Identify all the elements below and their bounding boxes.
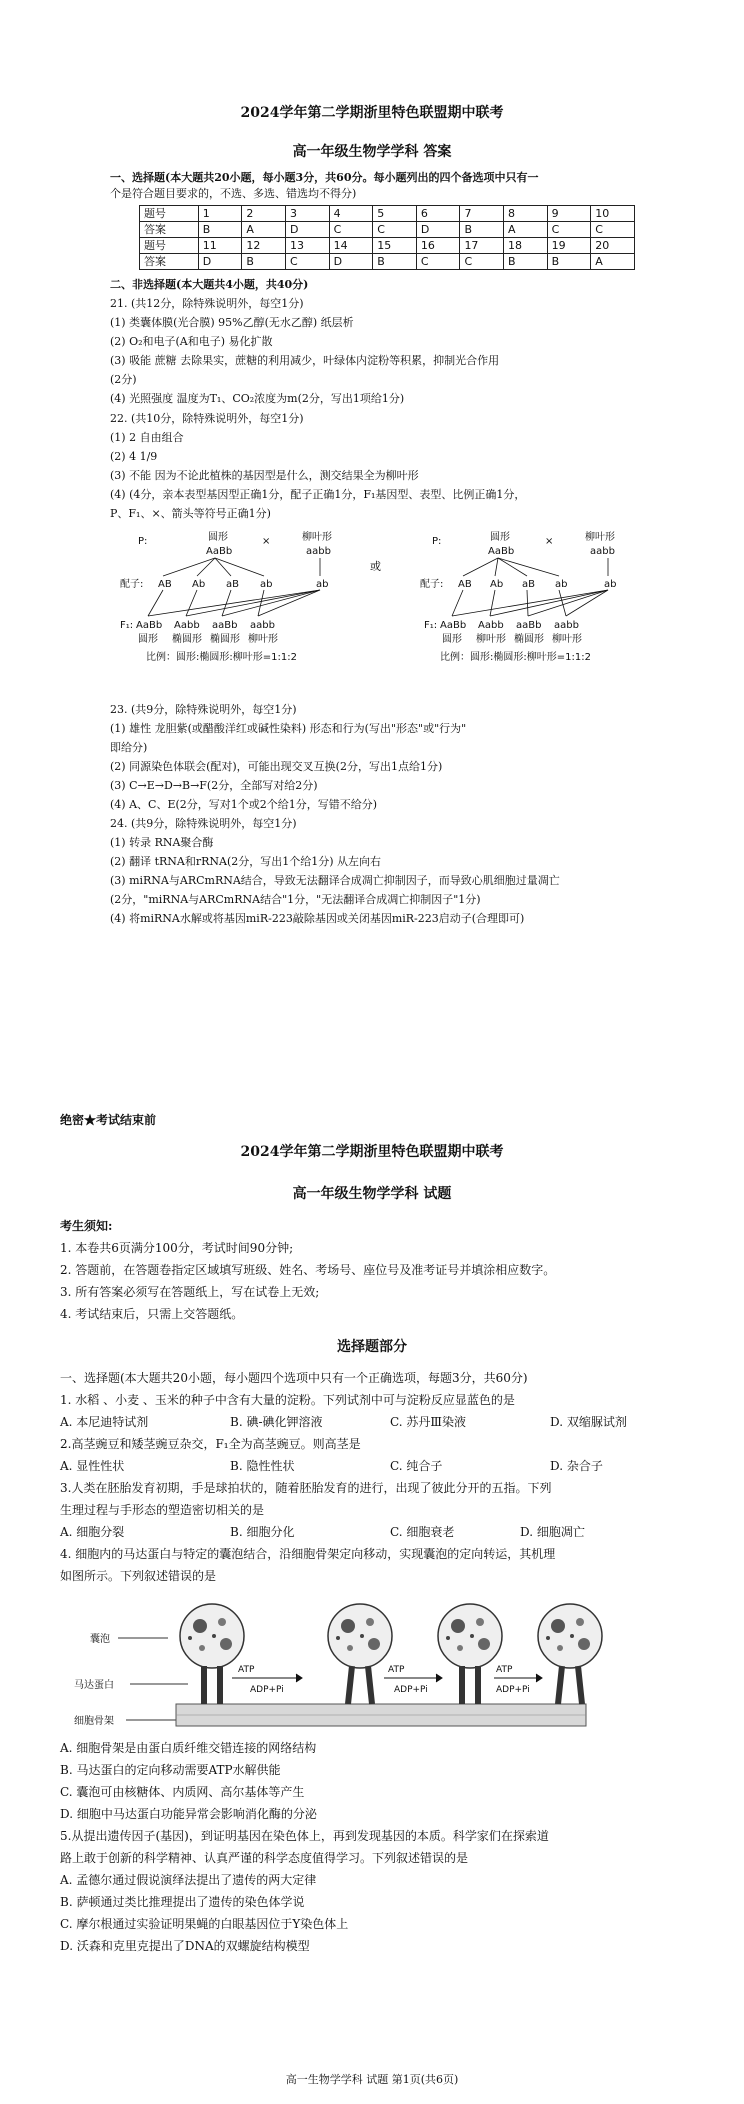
q23-line: (4) A、C、E(2分，写对1个或2个给1分，写错不给分)	[110, 798, 378, 811]
vesicle-4	[538, 1604, 602, 1704]
table-cell: D	[198, 254, 242, 270]
q2-option: C. 纯合子	[390, 1459, 443, 1473]
table-cell: B	[242, 254, 286, 270]
part-title: 选择题部分	[337, 1339, 407, 1355]
adp-pi-label: ADP+Pi	[496, 1685, 530, 1695]
f1-pheno: 圆形	[138, 634, 158, 645]
parent1-geno: AaBb	[488, 546, 515, 557]
adp-pi-label: ADP+Pi	[250, 1685, 284, 1695]
q22-line: (3) 不能 因为不论此植株的基因型是什么，测交结果全为柳叶形	[110, 469, 419, 482]
gamete: AB	[458, 579, 472, 590]
q21-line: (2分)	[110, 373, 137, 386]
cross-symbol: ×	[545, 536, 554, 547]
gamete: Ab	[192, 579, 206, 590]
table-cell: 1	[198, 206, 242, 222]
table-cell-head: 答案	[140, 222, 199, 238]
atp-arrows	[232, 1674, 542, 1682]
parent2-geno: aabb	[306, 546, 331, 557]
q23-line: 23. (共9分，除特殊说明外，每空1分)	[110, 703, 297, 716]
q24-line: 24. (共9分，除特殊说明外，每空1分)	[110, 817, 297, 830]
cross-left	[120, 530, 332, 663]
f1-pheno: 椭圆形	[514, 634, 544, 645]
q1-option: A. 本尼迪特试剂	[60, 1415, 149, 1429]
q4-stem: 如图所示。下列叙述错误的是	[60, 1569, 217, 1583]
table-cell: 7	[460, 206, 504, 222]
table-cell: 10	[591, 206, 635, 222]
table-cell: 16	[416, 238, 460, 254]
f1-geno: Aabb	[174, 620, 200, 631]
table-cell: 18	[504, 238, 548, 254]
q4-stem: 4. 细胞内的马达蛋白与特定的囊泡结合，沿细胞骨架定向移动，实现囊泡的定向转运，其机理	[60, 1547, 556, 1561]
f1-geno: AaBb	[440, 620, 467, 631]
q24-line: (1) 转录 RNA聚合酶	[110, 836, 214, 849]
f1-geno: Aabb	[478, 620, 504, 631]
parent2-pheno: 柳叶形	[585, 532, 615, 543]
table-cell: B	[460, 222, 504, 238]
table-cell: C	[416, 254, 460, 270]
fig-label-motor-protein: 马达蛋白	[74, 1680, 114, 1691]
table-cell: D	[286, 222, 330, 238]
p-label: P:	[138, 536, 148, 547]
vesicle-1	[180, 1604, 244, 1704]
table-cell-head: 答案	[140, 254, 199, 270]
q21-line: (3) 吸能 蔗糖 去除果实，蔗糖的利用减少，叶绿体内淀粉等积累，抑制光合作用	[110, 354, 500, 367]
parent1-geno: AaBb	[206, 546, 233, 557]
cross-right	[420, 530, 616, 663]
q5-option: D. 沃森和克里克提出了DNA的双螺旋结构模型	[60, 1939, 310, 1953]
table-cell: C	[373, 222, 417, 238]
q4-option: A. 细胞骨架是由蛋白质纤维交错连接的网络结构	[60, 1741, 317, 1755]
f1-pheno: 椭圆形	[172, 634, 202, 645]
or-text: 或	[370, 560, 381, 573]
f1-pheno: 圆形	[442, 634, 462, 645]
ratio: 比例：圆形:椭圆形:柳叶形=1:1:2	[146, 652, 297, 663]
q22-line: (4) (4分，亲本表型基因型正确1分，配子正确1分，F₁基因型、表型、比例正确1分，	[110, 488, 526, 501]
parent1-pheno: 圆形	[208, 532, 228, 543]
table-cell: 15	[373, 238, 417, 254]
q24-line: (2分，"miRNA与ARCmRNA结合"1分，"无法翻译合成凋亡抑制因子"1分)	[110, 893, 481, 906]
table-row	[140, 222, 635, 238]
table-cell: C	[460, 254, 504, 270]
table-cell: A	[591, 254, 635, 270]
table-cell: C	[591, 222, 635, 238]
q5-option: A. 孟德尔通过假说演绎法提出了遗传的两大定律	[60, 1873, 317, 1887]
gamete: ab	[316, 579, 329, 590]
q5-stem: 5.从提出遗传因子(基因)，到证明基因在染色体上，再到发现基因的本质。科学家们在探索道	[60, 1829, 549, 1843]
table-cell: 13	[286, 238, 330, 254]
answer-section2: 二、非选择题(本大题共4小题，共40分)	[110, 278, 309, 291]
gamete: ab	[604, 579, 617, 590]
gamete: Ab	[490, 579, 504, 590]
q23-line: (3) C→E→D→B→F(2分，全部写对给2分)	[110, 779, 318, 792]
notice-heading: 考生须知:	[60, 1219, 113, 1233]
q23-line: (2) 同源染色体联会(配对)，可能出现交叉互换(2分，写出1点给1分)	[110, 760, 443, 773]
parent2-geno: aabb	[590, 546, 615, 557]
exam-subtitle: 高一年级生物学学科 试题	[292, 1186, 452, 1202]
table-cell: B	[504, 254, 548, 270]
section1-heading: 一、选择题(本大题共20小题，每小题四个选项中只有一个正确选项，每题3分，共60分)	[60, 1371, 528, 1385]
table-cell: 5	[373, 206, 417, 222]
cross-diagrams	[0, 530, 744, 700]
table-cell: 8	[504, 206, 548, 222]
table-cell: 2	[242, 206, 286, 222]
q22-line: (2) 4 1/9	[110, 450, 158, 463]
table-cell: D	[329, 254, 373, 270]
gamete: ab	[555, 579, 568, 590]
f1-pheno: 柳叶形	[248, 634, 278, 645]
ratio: 比例：圆形:椭圆形:柳叶形=1:1:2	[440, 652, 591, 663]
atp-label: ATP	[496, 1665, 513, 1675]
adp-pi-label: ADP+Pi	[394, 1685, 428, 1695]
q21-line: (4) 光照强度 温度为T₁、CO₂浓度为m(2分，写出1项给1分)	[110, 392, 405, 405]
f1-label: F₁:	[120, 620, 134, 631]
table-cell: A	[242, 222, 286, 238]
f1-label: F₁:	[424, 620, 438, 631]
q5-option: B. 萨顿通过类比推理提出了遗传的染色体学说	[60, 1895, 305, 1909]
table-cell: 19	[547, 238, 591, 254]
q3-option: C. 细胞衰老	[390, 1525, 455, 1539]
table-cell: 4	[329, 206, 373, 222]
table-cell: 9	[547, 206, 591, 222]
q22-line: 22. (共10分，除特殊说明外，每空1分)	[110, 412, 304, 425]
q23-line: (1) 雄性 龙胆紫(或醋酸洋红或碱性染料) 形态和行为(写出"形态"或"行为"	[110, 722, 467, 735]
page-footer: 高一生物学学科 试题 第1页(共6页)	[285, 2073, 459, 2086]
table-cell: D	[416, 222, 460, 238]
table-cell: 11	[198, 238, 242, 254]
answer-table	[139, 205, 635, 270]
notice-item: 2. 答题前，在答题卷指定区域填写班级、姓名、考场号、座位号及准考证号并填涂相应数字。	[60, 1263, 556, 1277]
atp-label: ATP	[388, 1665, 405, 1675]
q3-option: B. 细胞分化	[230, 1525, 295, 1539]
atp-label: ATP	[238, 1665, 255, 1675]
f1-pheno: 柳叶形	[476, 634, 506, 645]
q21-line: (1) 类囊体膜(光合膜) 95%乙醇(无水乙醇) 纸层析	[110, 316, 354, 329]
q22-line: (1) 2 自由组合	[110, 431, 184, 444]
notice-item: 4. 考试结束后，只需上交答题纸。	[60, 1307, 244, 1321]
table-cell-head: 题号	[140, 238, 199, 254]
f1-geno: aaBb	[516, 620, 542, 631]
gametes-label: 配子:	[420, 579, 444, 590]
q21-line: (2) O₂和电子(A和电子) 易化扩散	[110, 335, 273, 348]
q3-stem: 生理过程与手形态的塑造密切相关的是	[60, 1503, 265, 1517]
fig-label-cytoskeleton: 细胞骨架	[74, 1716, 114, 1727]
table-cell: A	[504, 222, 548, 238]
f1-geno: AaBb	[136, 620, 163, 631]
q3-option: A. 细胞分裂	[60, 1525, 125, 1539]
table-cell: B	[198, 222, 242, 238]
table-cell: B	[547, 254, 591, 270]
q1-option: C. 苏丹Ⅲ染液	[390, 1415, 466, 1429]
table-cell: 12	[242, 238, 286, 254]
q2-option: B. 隐性性状	[230, 1459, 295, 1473]
table-cell: 20	[591, 238, 635, 254]
exam-title: 2024学年第二学期浙里特色联盟期中联考	[240, 1144, 504, 1160]
parent2-pheno: 柳叶形	[302, 532, 332, 543]
gamete: ab	[260, 579, 273, 590]
table-cell: B	[373, 254, 417, 270]
q3-stem: 3.人类在胚胎发育初期，手是球拍状的，随着胚胎发育的进行，出现了彼此分开的五指。下列	[60, 1481, 552, 1495]
table-cell-head: 题号	[140, 206, 199, 222]
fig-label-vesicle: 囊泡	[90, 1634, 110, 1645]
q1-option: D. 双缩脲试剂	[550, 1415, 627, 1429]
table-cell: C	[329, 222, 373, 238]
table-cell: C	[286, 254, 330, 270]
q4-option: D. 细胞中马达蛋白功能异常会影响消化酶的分泌	[60, 1807, 317, 1821]
table-row	[140, 254, 635, 270]
q1-stem: 1. 水稻 、小麦 、玉米的种子中含有大量的淀粉。下列试剂中可与淀粉反应显蓝色的是	[60, 1393, 515, 1407]
table-cell: 6	[416, 206, 460, 222]
secret-label: 绝密★考试结束前	[60, 1113, 157, 1127]
f1-pheno: 柳叶形	[552, 634, 582, 645]
q2-stem: 2.高茎豌豆和矮茎豌豆杂交，F₁全为高茎豌豆。则高茎是	[60, 1437, 361, 1451]
q1-option: B. 碘-碘化钾溶液	[230, 1415, 323, 1429]
f1-pheno: 椭圆形	[210, 634, 240, 645]
vesicle-3	[438, 1604, 502, 1704]
q2-option: A. 显性性状	[60, 1459, 125, 1473]
table-cell: 3	[286, 206, 330, 222]
q3-option: D. 细胞凋亡	[520, 1525, 585, 1539]
q22-line: P、F₁、×、箭头等符号正确1分)	[110, 507, 271, 520]
table-row	[140, 238, 635, 254]
q5-stem: 路上敢于创新的科学精神、认真严谨的科学态度值得学习。下列叙述错误的是	[60, 1851, 469, 1865]
notice-item: 1. 本卷共6页满分100分，考试时间90分钟;	[60, 1241, 294, 1255]
gamete: aB	[522, 579, 535, 590]
q23-line: 即给分)	[110, 741, 148, 754]
vesicle-transport-figure	[0, 1600, 744, 1730]
q24-line: (3) miRNA与ARCmRNA结合，导致无法翻译合成凋亡抑制因子，而导致心肌细胞过量凋亡	[110, 874, 560, 887]
gamete: aB	[226, 579, 239, 590]
table-cell: 17	[460, 238, 504, 254]
q2-option: D. 杂合子	[550, 1459, 603, 1473]
vesicle-2	[328, 1604, 392, 1704]
answer-title: 2024学年第二学期浙里特色联盟期中联考	[240, 105, 504, 121]
f1-geno: aaBb	[212, 620, 238, 631]
q21-line: 21. (共12分，除特殊说明外，每空1分)	[110, 297, 304, 310]
f1-geno: aabb	[554, 620, 579, 631]
q4-option: B. 马达蛋白的定向移动需要ATP水解供能	[60, 1763, 281, 1777]
notice-item: 3. 所有答案必须写在答题纸上，写在试卷上无效;	[60, 1285, 320, 1299]
gamete: AB	[158, 579, 172, 590]
answer-section1-line2: 个是符合题目要求的，不选、多选、错选均不得分)	[110, 187, 357, 200]
q5-option: C. 摩尔根通过实验证明果蝇的白眼基因位于Y染色体上	[60, 1917, 349, 1931]
q24-line: (2) 翻译 tRNA和rRNA(2分，写出1个给1分) 从左向右	[110, 855, 382, 868]
answer-section1-line1: 一、选择题(本大题共20小题，每小题3分，共60分。每小题列出的四个备选项中只有一	[110, 171, 539, 184]
table-cell: C	[547, 222, 591, 238]
answer-subtitle: 高一年级生物学学科 答案	[292, 144, 452, 160]
q4-option: C. 囊泡可由核糖体、内质网、高尔基体等产生	[60, 1785, 305, 1799]
f1-geno: aabb	[250, 620, 275, 631]
table-row	[140, 206, 635, 222]
gametes-label: 配子:	[120, 579, 144, 590]
cross-symbol: ×	[262, 536, 271, 547]
table-cell: 14	[329, 238, 373, 254]
parent1-pheno: 圆形	[490, 532, 510, 543]
q24-line: (4) 将miRNA水解或将基因miR-223敲除基因或关闭基因miR-223启动子(合理即可)	[110, 912, 525, 925]
p-label: P:	[432, 536, 442, 547]
